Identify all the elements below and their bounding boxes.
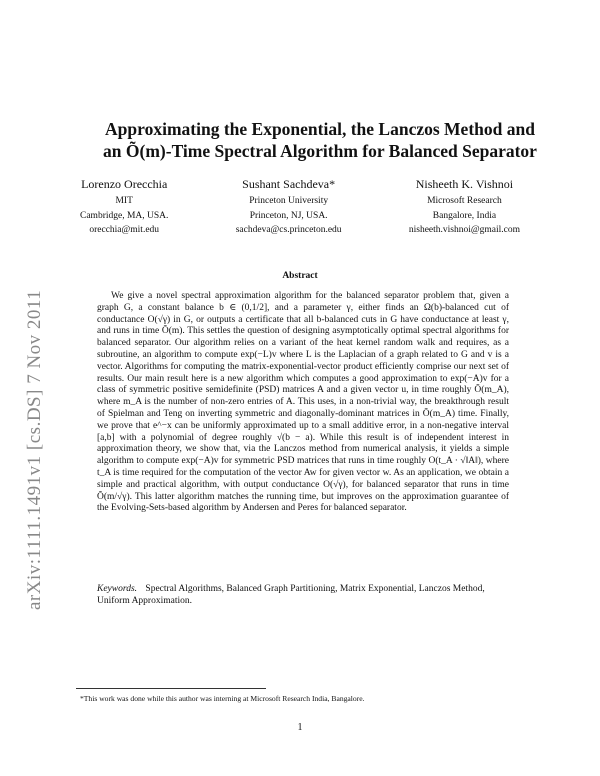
title-line-2: an Õ(m)-Time Spectral Algorithm for Balanced Separator xyxy=(103,141,537,161)
author-affiliation: Princeton University xyxy=(249,196,329,206)
paper-title xyxy=(60,118,580,162)
author-block xyxy=(80,176,520,238)
arxiv-sidebar xyxy=(10,190,45,610)
title-line-1: Approximating the Exponential, the Lanczos Method and xyxy=(105,119,535,139)
keywords xyxy=(97,583,509,607)
author-location: Princeton, NJ, USA. xyxy=(249,210,328,221)
author-orecchia xyxy=(80,176,168,238)
author-affiliation: Microsoft Research xyxy=(427,196,502,206)
author-email[interactable]: nisheeth.vishnoi@gmail.com xyxy=(408,225,520,235)
author-name: Nisheeth K. Vishnoi xyxy=(415,177,514,191)
arxiv-identifier: arXiv:1111.1491v1 [cs.DS] 7 Nov 2011 xyxy=(24,289,45,610)
abstract-body: We give a novel spectral approximation algorithm for the balanced separator problem that, given a graph G, a constant balance b ∈ (0,1/2], and a parameter γ, either finds an Ω(b)-balanced cut of conductance O(√γ) in G, or outputs a certificate that all b-balanced cuts in G have conductance at least γ, and runs in time Õ(m). This settles the question of designing asymptotically optimal spectral algorithms for balanced separator. Our algorithm relies on a variant of the heat kernel random walk and requires, as a subroutine, an algorithm to compute exp(−L)v where L is the Laplacian of a graph related to G and v is a vector. Algorithms for computing the matrix-exponential-vector product efficiently comprise our next set of results. Our main result here is a new algorithm which computes a good approximation to exp(−A)v for a class of symmetric positive semidefinite (PSD) matrices A and a given vector u, in time roughly Õ(m_A), where m_A is the number of non-zero entries of A. This uses, in a non-trivial way, the breakthrough result of Spielman and Teng on inverting symmetric and diagonally-dominant matrices in Õ(m_A) time. Finally, we prove that e^−x can be uniformly approximated up to a small additive error, in a non-negative interval [a,b] with a polynomial of degree roughly √(b − a). While this result is of independent interest in approximation theory, we show that, via the Lanczos method from numerical analysis, it yields a simple algorithm to compute exp(−A)v for symmetric PSD matrices that runs in time roughly O(t_A · √‖A‖), where t_A is time required for the computation of the vector Aw for given vector w. As an application, we obtain a simple and practical algorithm, with output conductance O(√γ), for balanced separator that runs in time Õ(m/√γ). This latter algorithm matches the running time, but improves on the approximation guarantee of the Evolving-Sets-based algorithm by Andersen and Peres for balanced separator. xyxy=(97,291,509,514)
author-name: Lorenzo Orecchia xyxy=(81,177,168,191)
author-sachdeva xyxy=(236,176,342,238)
footnote-rule xyxy=(76,688,266,689)
keywords-label: Keywords. xyxy=(97,584,138,594)
author-name: Sushant Sachdeva* xyxy=(242,177,336,191)
author-location: Cambridge, MA, USA. xyxy=(80,210,169,221)
keywords-list: Spectral Algorithms, Balanced Graph Partitioning, Matrix Exponential, Lanczos Method, Uniform Approximation. xyxy=(97,584,485,606)
page-number: 1 xyxy=(297,722,303,733)
author-location: Bangalore, India xyxy=(432,210,497,221)
author-email[interactable]: sachdeva@cs.princeton.edu xyxy=(235,225,342,235)
author-vishnoi xyxy=(409,176,520,238)
author-email[interactable]: orecchia@mit.edu xyxy=(89,225,160,235)
abstract-heading: Abstract xyxy=(282,271,318,281)
author-affiliation: MIT xyxy=(115,196,133,206)
footnote: *This work was done while this author was interning at Microsoft Research India, Bangalore. xyxy=(80,694,365,703)
